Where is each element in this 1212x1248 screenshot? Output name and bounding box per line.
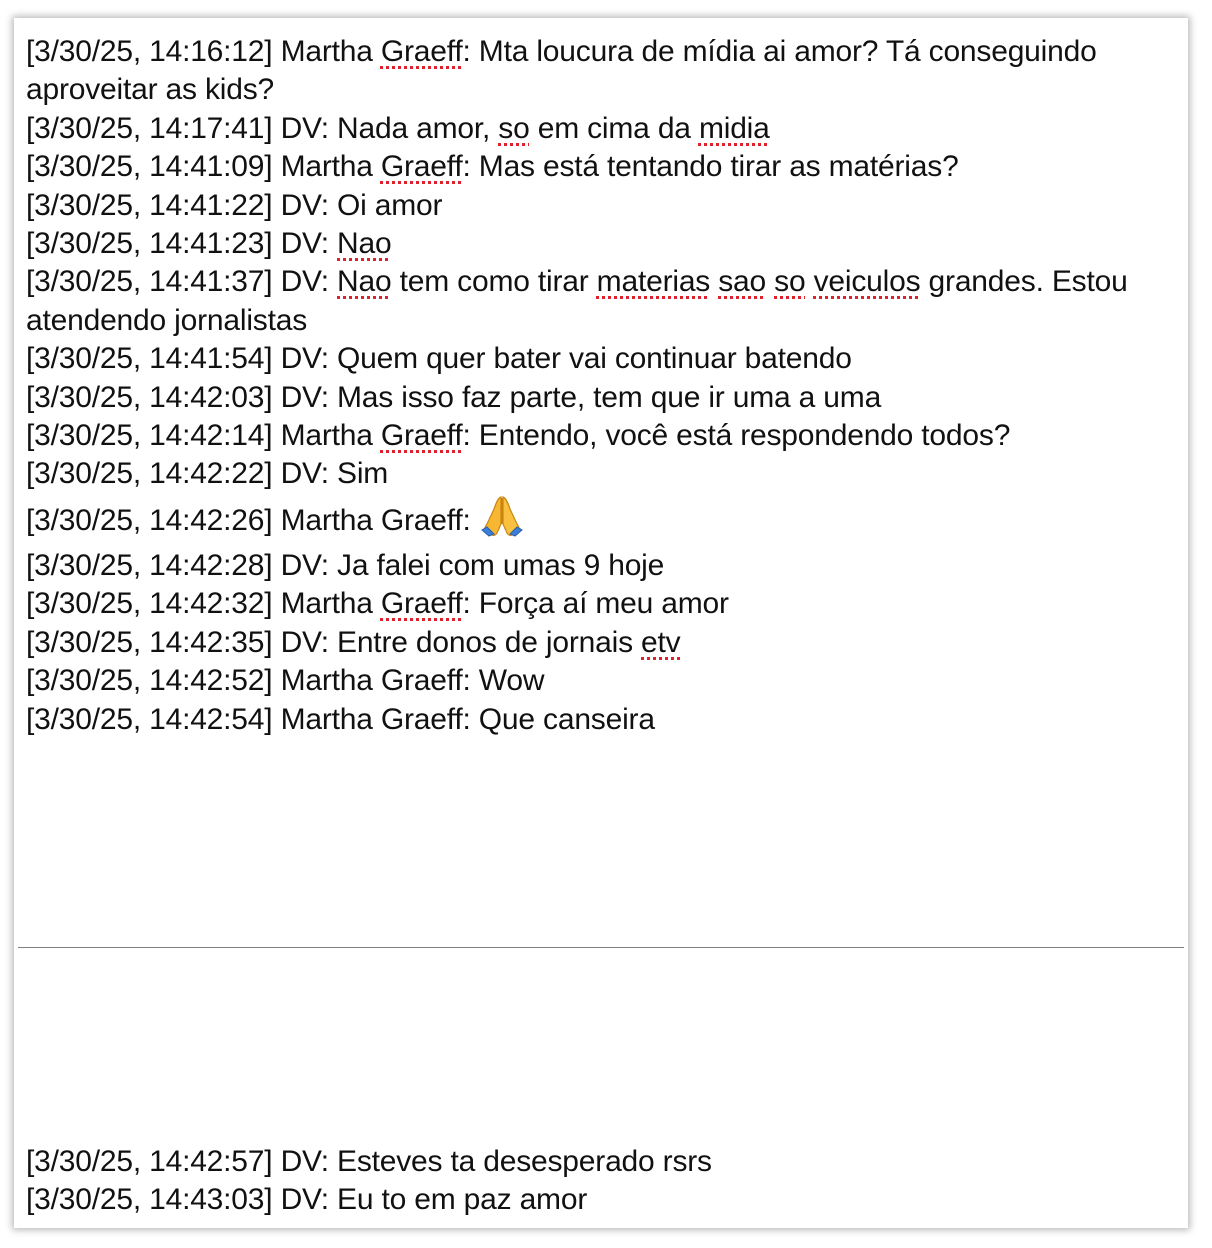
message-timestamp: [3/30/25, 14:42:57] [26, 1145, 273, 1178]
chat-message-line [26, 263, 1180, 340]
message-timestamp: [3/30/25, 14:42:35] [26, 625, 273, 659]
message-timestamp: [3/30/25, 14:41:54] [26, 342, 273, 376]
message-sender: Martha Graeff [280, 664, 463, 698]
message-timestamp: [3/30/25, 14:43:03] [26, 1183, 273, 1217]
chat-message-line [26, 585, 1180, 623]
message-sender: Martha Graeff [280, 587, 463, 621]
chat-message-line [26, 187, 1180, 225]
message-text: : Eu to em paz amor [320, 1183, 588, 1217]
message-text: : Mas está tentando tirar as matérias? [462, 150, 959, 184]
message-sender: DV [280, 227, 321, 261]
message-sender: DV [280, 111, 321, 145]
message-text: : Esteves ta desesperado rsrs [320, 1145, 712, 1178]
chat-message-line [26, 225, 1180, 263]
message-timestamp: [3/30/25, 14:41:23] [26, 227, 273, 261]
spellcheck-flagged-word: Nao [337, 227, 392, 261]
chat-message-line [26, 340, 1180, 378]
message-text: : Entre donos de jornais etv [320, 625, 681, 659]
message-sender: DV [280, 342, 321, 376]
document-sheet [14, 18, 1188, 1228]
message-sender: Martha Graeff [280, 150, 463, 184]
chat-message-line [26, 148, 1180, 186]
spellcheck-flagged-word: etv [641, 625, 681, 659]
message-timestamp: [3/30/25, 14:41:22] [26, 188, 273, 222]
spellcheck-flagged-word: so [774, 265, 806, 299]
spellcheck-flagged-word: Graeff [380, 150, 463, 184]
message-text: : Wow [462, 664, 545, 698]
message-timestamp: [3/30/25, 14:42:26] [26, 503, 273, 537]
chat-message-line [26, 455, 1180, 493]
page-2 [14, 1143, 1188, 1220]
spellcheck-flagged-word: Graeff [380, 587, 463, 621]
message-text: : Oi amor [320, 188, 443, 222]
message-timestamp: [3/30/25, 14:42:22] [26, 457, 273, 491]
message-timestamp: [3/30/25, 14:42:52] [26, 664, 273, 698]
message-sender: Martha Graeff [280, 503, 463, 537]
message-timestamp: [3/30/25, 14:42:54] [26, 702, 273, 736]
message-text: : Força aí meu amor [462, 587, 729, 621]
spellcheck-flagged-word: midia [698, 111, 770, 145]
message-text: : [462, 503, 471, 537]
message-text: : Ja falei com umas 9 hoje [320, 548, 665, 582]
chat-message-line [26, 494, 1180, 547]
spellcheck-flagged-word: veiculos [813, 265, 921, 299]
message-text: : Sim [320, 457, 389, 491]
spellcheck-flagged-word: materias [596, 265, 711, 299]
message-timestamp: [3/30/25, 14:41:09] [26, 150, 273, 184]
message-text: : Mas isso faz parte, tem que ir uma a uma [320, 380, 882, 414]
spellcheck-flagged-word: sao [718, 265, 767, 299]
message-text: : Nao [320, 227, 392, 261]
chat-message-line [26, 662, 1180, 700]
message-sender: Martha Graeff [280, 419, 463, 453]
chat-message-line [26, 1181, 1180, 1219]
message-timestamp: [3/30/25, 14:42:14] [26, 419, 273, 453]
message-timestamp: [3/30/25, 14:42:28] [26, 548, 273, 582]
message-text: : Quem quer bater vai continuar batendo [320, 342, 852, 376]
page-break-divider [18, 947, 1184, 948]
chat-message-line [26, 33, 1180, 110]
page-1 [14, 33, 1188, 739]
message-timestamp: [3/30/25, 14:16:12] [26, 35, 273, 68]
message-sender: DV [280, 625, 321, 659]
message-timestamp: [3/30/25, 14:42:32] [26, 587, 273, 621]
message-timestamp: [3/30/25, 14:42:03] [26, 380, 273, 414]
spellcheck-flagged-word: Nao [337, 265, 392, 299]
message-sender: DV [280, 380, 321, 414]
message-timestamp: [3/30/25, 14:41:37] [26, 265, 273, 299]
message-text: : Mta loucura de mídia ai amor? Tá conseguindo aproveitar as kids? [26, 35, 1097, 107]
message-text: : Nao tem como tirar materias sao so veiculos grandes. Estou atendendo jornalistas [26, 265, 1128, 337]
folded-hands-icon [479, 494, 525, 538]
message-sender: DV [280, 188, 321, 222]
spellcheck-flagged-word: so [498, 111, 530, 145]
message-sender: DV [280, 457, 321, 491]
message-text: : Nada amor, so em cima da midia [320, 111, 770, 145]
message-sender: DV [280, 1183, 321, 1217]
chat-message-line [26, 547, 1180, 585]
spellcheck-flagged-word: Graeff [380, 419, 463, 453]
chat-message-line [26, 701, 1180, 739]
chat-message-line [26, 379, 1180, 417]
chat-message-line [26, 1143, 1180, 1181]
chat-message-line [26, 110, 1180, 148]
message-text: : Entendo, você está respondendo todos? [462, 419, 1011, 453]
chat-message-line [26, 417, 1180, 455]
message-sender: DV [280, 548, 321, 582]
message-sender: DV [280, 265, 321, 299]
message-timestamp: [3/30/25, 14:17:41] [26, 111, 273, 145]
message-sender: Martha Graeff [280, 35, 463, 68]
chat-message-line [26, 624, 1180, 662]
message-text: : Que canseira [462, 702, 655, 736]
message-sender: DV [280, 1145, 321, 1178]
spellcheck-flagged-word: Graeff [380, 35, 463, 68]
message-sender: Martha Graeff [280, 702, 463, 736]
